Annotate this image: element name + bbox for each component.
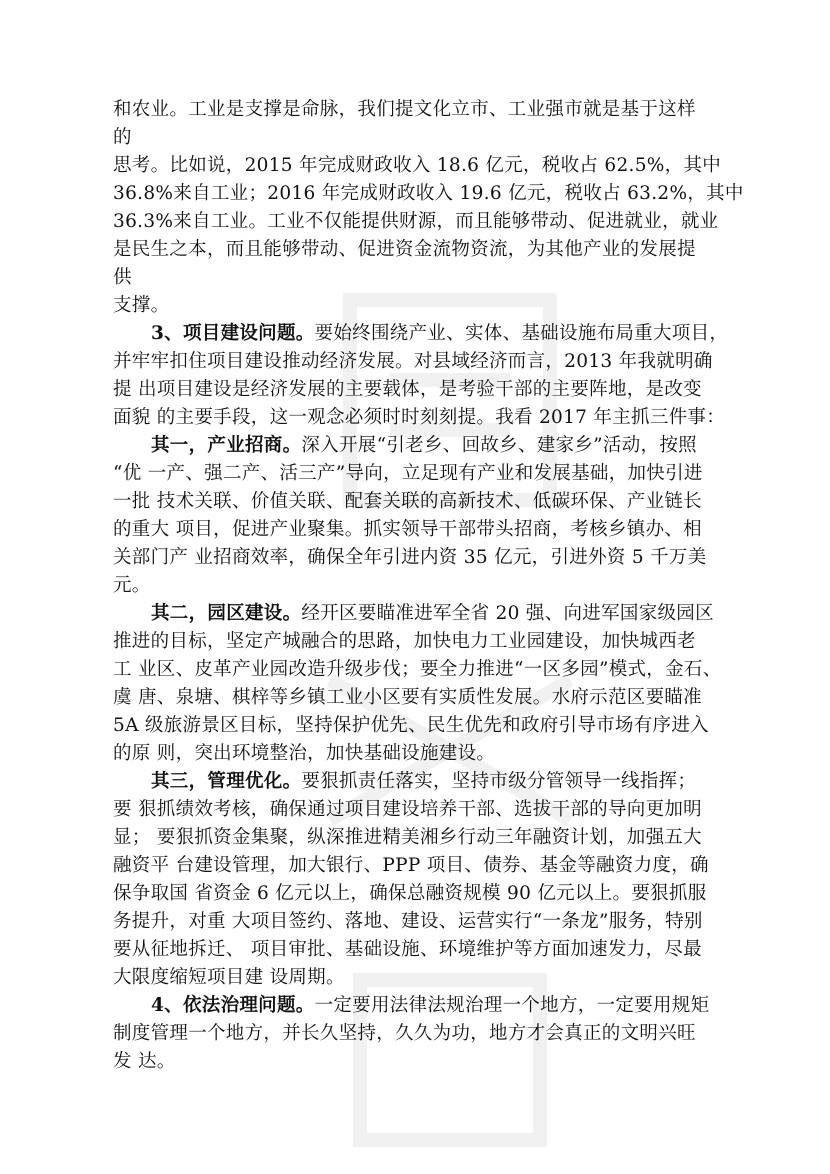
text-line: 发 达。: [113, 1051, 176, 1072]
text-line: 36.3%来自工业。工业不仅能提供财源，而且能够带动、促进就业，就业: [113, 211, 719, 232]
text-line: 务提升，对重 大项目签约、落地、建设、运营实行“一条龙”服务，特别: [113, 911, 703, 932]
document-body: [113, 96, 744, 1076]
text-line: 要 狠抓绩效考核，确保通过项目建设培养干部、选拔干部的导向更加明: [113, 799, 702, 820]
heading-label: 4、依法治理问题。: [151, 995, 315, 1016]
text-line: 的重大 项目，促进产业聚集。抓实领导干部带头招商，考核乡镇办、相: [113, 519, 702, 540]
text-line: 的原 则，突出环境整治，加快基础设施建设。: [113, 743, 496, 764]
heading-text: 经开区要瞄准进军全省 20 强、向进军国家级园区: [301, 603, 714, 624]
text-line: “优 一产、强二产、活三产”导向，立足现有产业和发展基础，加快引进: [113, 463, 703, 484]
heading-label: 其一，产业招商。: [151, 435, 302, 456]
text-line: 融资平 台建设管理，加大银行、PPP 项目、债券、基金等融资力度，确: [113, 855, 709, 876]
text-line: 支撑。: [113, 295, 170, 316]
text-line: 供: [113, 267, 132, 288]
text-line: 面貌 的主要手段，这一观念必须时时刻刻提。我看 2017 年主抓三件事：: [113, 407, 726, 428]
paragraph-heading-line: [113, 992, 723, 1020]
text-line: 显； 要狠抓资金集聚，纵深推进精美湘乡行动三年融资计划，加强五大: [113, 827, 702, 848]
heading-label: 3、项目建设问题。: [151, 323, 315, 344]
text-line: 工 业区、皮革产业园改造升级步伐；要全力推进“一区多园”模式，金石、: [113, 659, 722, 680]
text-line: 一批 技术关联、价值关联、配套关联的高新技术、低碳环保、产业链长: [113, 491, 702, 512]
heading-label: 其三，管理优化。: [151, 771, 302, 792]
heading-text: 要始终围绕产业、实体、基础设施布局重大项目，: [314, 323, 729, 344]
text-line: 5A 级旅游景区目标，坚持保护优先、民生优先和政府引导市场有序进入: [113, 715, 709, 736]
text-line: 虞 唐、泉塘、棋梓等乡镇工业小区要有实质性发展。水府示范区要瞄准: [113, 687, 702, 708]
paragraph-heading-line: [113, 768, 723, 796]
heading-text: 一定要用法律法规治理一个地方，一定要用规矩: [314, 995, 710, 1016]
text-line: 和农业。工业是支撑是命脉，我们提文化立市、工业强市就是基于这样: [113, 99, 696, 120]
heading-label: 其二，园区建设。: [151, 603, 302, 624]
text-line: 要从征地拆迁、 项目审批、基础设施、环境维护等方面加速发力，尽最: [113, 939, 702, 960]
text-line: 元。: [113, 575, 151, 596]
paragraph-heading-line: [113, 600, 723, 628]
text-line: 关部门产 业招商效率，确保全年引进内资 35 亿元，引进外资 5 千万美: [113, 547, 707, 568]
text-line: 大限度缩短项目建 设周期。: [113, 967, 345, 988]
text-line: 的: [113, 127, 132, 148]
text-line: 思考。比如说，2015 年完成财政收入 18.6 亿元，税收占 62.5%，其中: [113, 155, 722, 176]
text-line: 36.8%来自工业；2016 年完成财政收入 19.6 亿元，税收占 63.2%，其中: [113, 183, 744, 204]
text-line: 并牢牢扣住项目建设推动经济发展。对县域经济而言，2013 年我就明确: [113, 351, 713, 372]
text-line: 提 出项目建设是经济发展的主要载体，是考验干部的主要阵地，是改变: [113, 379, 702, 400]
text-line: 制度管理一个地方，并长久坚持，久久为功，地方才会真正的文明兴旺: [113, 1023, 696, 1044]
text-line: 推进的目标，坚定产城融合的思路，加快电力工业园建设，加快城西老: [113, 631, 696, 652]
text-line: 是民生之本，而且能够带动、促进资金流物资流，为其他产业的发展提: [113, 239, 696, 260]
heading-text: 深入开展“引老乡、回故乡、建家乡”活动，按照: [301, 435, 697, 456]
paragraph-heading-line: [113, 320, 729, 348]
paragraph-heading-line: [113, 432, 723, 460]
heading-text: 要狠抓责任落实，坚持市级分管领导一线指挥；: [301, 771, 697, 792]
text-line: 保争取国 省资金 6 亿元以上，确保总融资规模 90 亿元以上。要狠抓服: [113, 883, 707, 904]
